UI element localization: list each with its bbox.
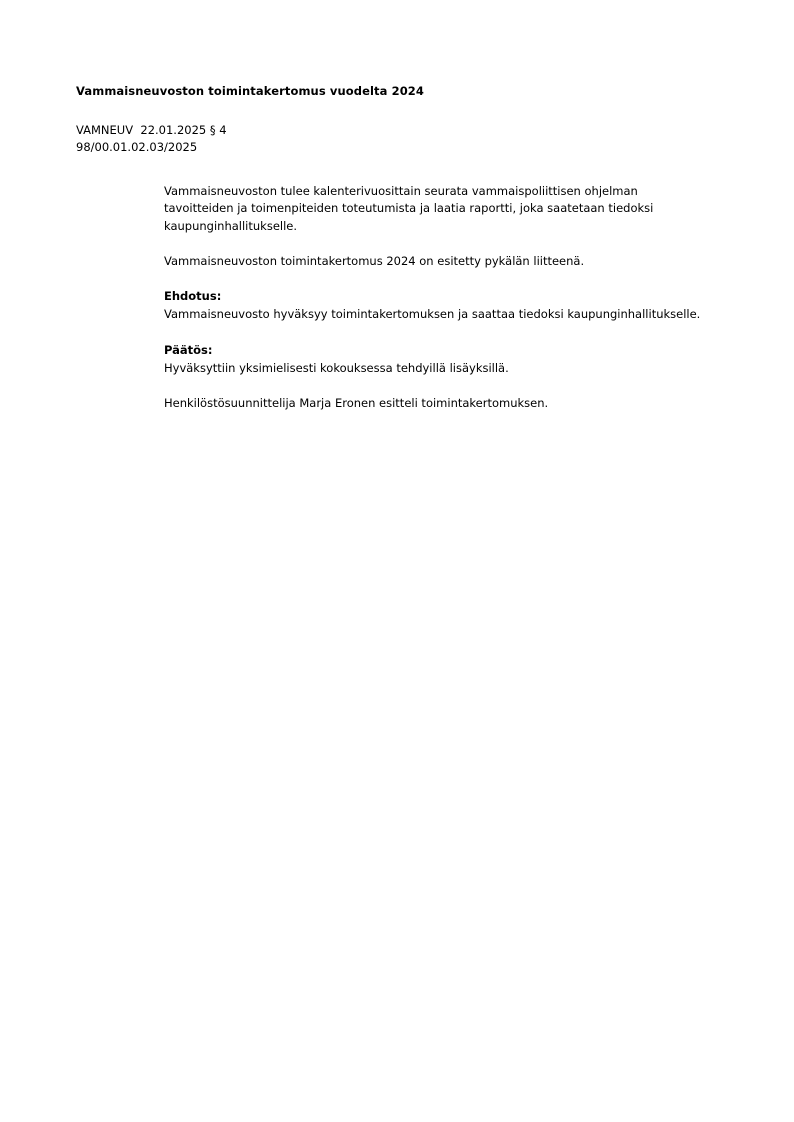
section-heading-ehdotus: Ehdotus: [164,289,222,304]
paatos-paragraph-2: Henkilöstösuunnittelija Marja Eronen esitteli toimintakertomuksen. [164,396,549,411]
paatos-paragraph-1: Hyväksyttiin yksimielisesti kokouksessa tehdyillä lisäyksillä. [164,360,509,375]
intro-paragraph-1: Vammaisneuvoston tulee kalenterivuosittain seurata vammaispoliittisen ohjelman tavoitteiden ja toimenpiteiden toteutumista ja laatia raportti, joka saatetaan tiedoksi kaupunginhallitukselle. [164,184,654,233]
meta-case-number: 98/00.01.02.03/2025 [76,140,198,155]
page-title: Vammaisneuvoston toimintakertomus vuodelta 2024 [76,84,425,98]
document-body [164,183,709,412]
ehdotus-paragraph-1: Vammaisneuvosto hyväksyy toimintakertomuksen ja saattaa tiedoksi kaupunginhallitukselle. [164,307,701,322]
intro-paragraph-2: Vammaisneuvoston toimintakertomus 2024 on esitetty pykälän liitteenä. [164,253,585,268]
section-heading-paatos: Päätös: [164,342,213,357]
meta-reference-line: VAMNEUV 22.01.2025 § 4 [76,122,227,137]
document-meta [76,122,718,158]
